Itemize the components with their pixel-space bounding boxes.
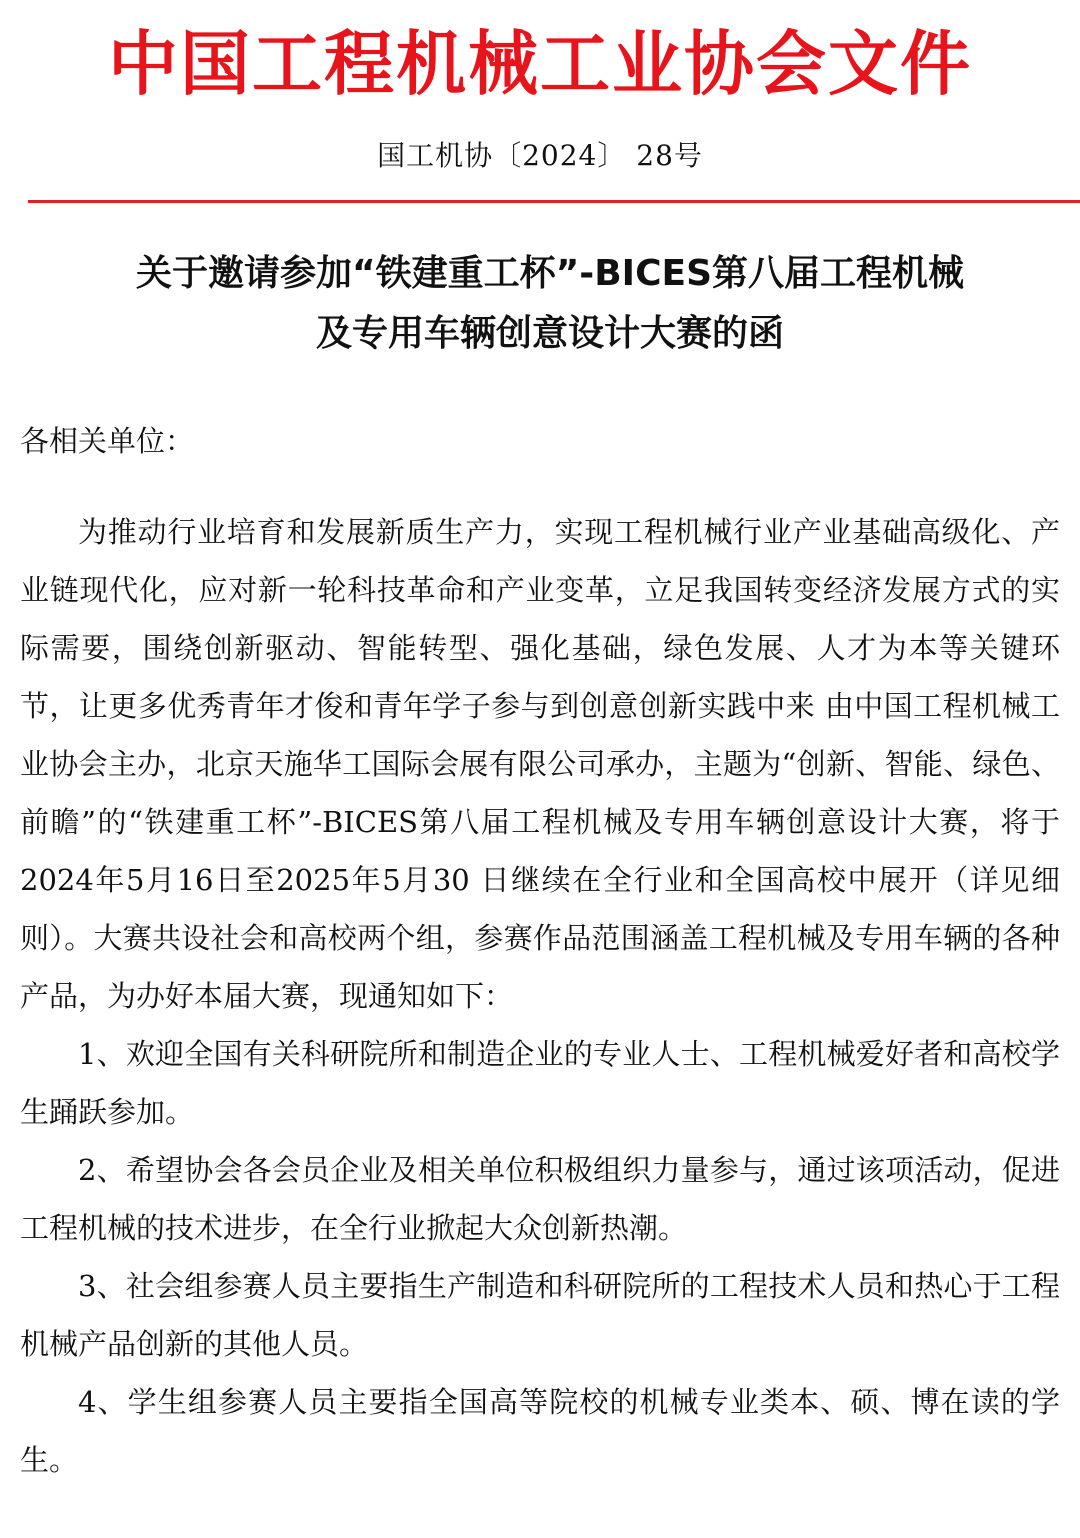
document-title [40, 244, 1060, 364]
issuer-header-title: 中国工程机械工业协会文件 [108, 23, 972, 105]
document-title-line-2: 及专用车辆创意设计大赛的函 [315, 313, 784, 354]
intro-paragraph: 为推动行业培育和发展新质生产力，实现工程机械行业产业基础高级化、产业链现代化，应对新一轮科技革命和产业变革，立足我国转变经济发展方式的实际需要，围绕创新驱动、智能转型、强化基础，绿色发展、人才为本等关键环节，让更多优秀青年才俊和青年学子参与到创意创新实践中来 由中国工程机械工业协会主办，北京天施华工国际会展有限公司承办，主题为“创新、智能、绿色、前瞻”的“铁建重工杯”-BICES第八届工程机械及专用车辆创意设计大赛，将于2024年5月16日至2025年5月30 日继续在全行业和全国高校中展开（详见细则）。大赛共设社会和高校两个组，参赛作品范围涵盖工程机械及专用车辆的各种产品，为办好本届大赛，现通知如下： [20, 515, 1060, 1013]
list-item: 2、希望协会各会员企业及相关单位积极组织力量参与，通过该项活动，促进工程机械的技术进步，在全行业掀起大众创新热潮。 [20, 1153, 1060, 1245]
salutation: 各相关单位： [20, 424, 195, 458]
list-item: 1、欢迎全国有关科研院所和制造企业的专业人士、工程机械爱好者和高校学生踊跃参加。 [20, 1037, 1060, 1129]
red-divider-rule [28, 200, 1080, 203]
document-title-line-1: 关于邀请参加“铁建重工杯”-BICES第八届工程机械 [135, 253, 965, 294]
list-item: 4、学生组参赛人员主要指全国高等院校的机械专业类本、硕、博在读的学生。 [20, 1385, 1060, 1477]
document-body [20, 412, 1060, 1489]
list-item: 3、社会组参赛人员主要指生产制造和科研院所的工程技术人员和热心于工程机械产品创新的其他人员。 [20, 1269, 1060, 1361]
document-number: 国工机协〔2024〕 28号 [377, 139, 703, 172]
